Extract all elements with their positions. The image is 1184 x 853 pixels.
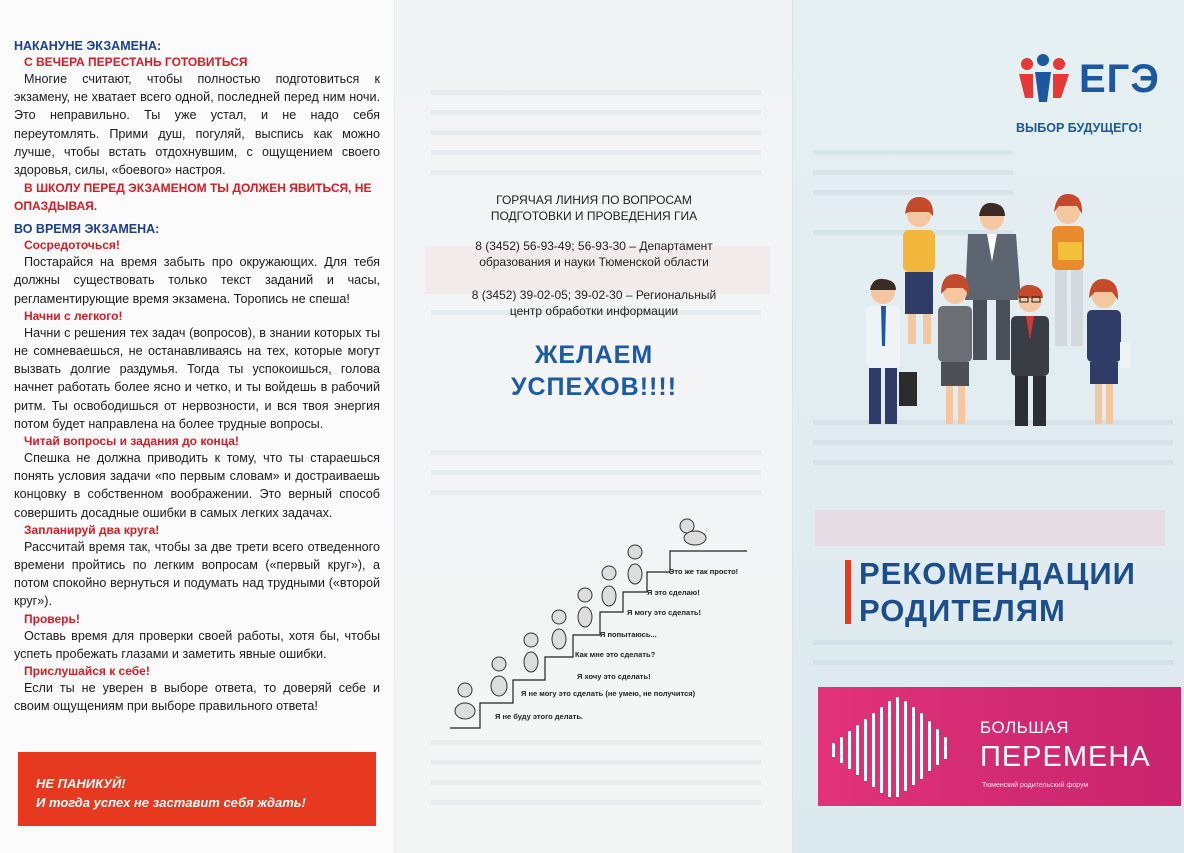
bolshaya-peremena-banner xyxy=(818,687,1181,806)
warning-come-on-time: В ШКОЛУ ПЕРЕД ЭКЗАМЕНОМ ТЫ ДОЛЖЕН ЯВИТЬСЯ, НЕ ОПАЗДЫВАЯ. xyxy=(14,181,372,214)
hotline-phone-2b: центр обработки информации xyxy=(509,304,679,318)
exam-tips xyxy=(14,38,380,715)
paragraph-rest: Многие считают, чтобы полностью подготовиться к экзамену, не хватает всего одной, последней перед ним ночи. Это неправильно. Ты уже устал, и не надо себя переутомлять. Прими душ, погуляй, выспись как можно лучше, чтобы встать отдохнувшим, с ощущением своего здоровья, силы, «боевого» настроя. xyxy=(14,72,380,178)
hotline-title-1: ГОРЯЧАЯ ЛИНИЯ ПО ВОПРОСАМ xyxy=(496,193,692,207)
step-2-text: Я не могу это сделать (не умею, не получится) xyxy=(521,689,696,698)
step-4-text: Я хочу это сделать! xyxy=(577,672,651,681)
step-6-text: Я могу это сделать! xyxy=(627,608,701,617)
woman-orange-figure xyxy=(1052,194,1084,346)
woman-navy-figure xyxy=(1087,279,1130,424)
paragraph-start-easy: Начни с решения тех задач (вопросов), в знании которых ты не сомневаешься, не останавливаясь на тех, которые могут вызвать долгие раздумья. Тогда ты успокоишься, голова начнет работать более ясно и четко, и ты войдешь в рабочий ритм. Ты освободишься от нервозности, и вся твоя энергия потом будет направлена на более трудные вопросы. xyxy=(14,325,380,431)
dont-panic-line1: НЕ ПАНИКУЙ! xyxy=(36,776,126,791)
title-accent-bar xyxy=(845,560,851,624)
right-panel xyxy=(793,0,1184,853)
hotline-phone-1b: образования и науки Тюменской области xyxy=(479,255,709,269)
subheading-read-to-end: Читай вопросы и задания до конца! xyxy=(24,434,239,449)
step-1-text: Я не буду этого делать. xyxy=(495,712,584,721)
heading-during-exam: ВО ВРЕМЯ ЭКЗАМЕНА: xyxy=(14,222,160,237)
wish-line-1: ЖЕЛАЕМ xyxy=(534,341,654,369)
dont-panic-banner xyxy=(18,752,376,826)
banner-tagline: Тюменский родительский форум xyxy=(982,782,1089,789)
title-line-1: РЕКОМЕНДАЦИИ xyxy=(859,556,1136,591)
step-7-text: Я это сделаю! xyxy=(647,588,700,597)
step-5-text: Я попытаюсь... xyxy=(600,630,657,639)
ege-slogan: ВЫБОР БУДУЩЕГО! xyxy=(1016,121,1143,135)
hotline-phone-1a: 8 (3452) 56-93-49; 56-93-30 – Департамент xyxy=(475,239,713,253)
banner-word-small: БОЛЬШАЯ xyxy=(980,718,1070,737)
step-3-text: Как мне это сделать? xyxy=(575,650,656,659)
staircase-illustration xyxy=(395,0,793,853)
step-8-text: Это же так просто! xyxy=(669,567,739,576)
subheading-stop-preparing: С ВЕЧЕРА ПЕРЕСТАНЬ ГОТОВИТЬСЯ xyxy=(24,55,248,69)
hotline-phone-2a: 8 (3452) 39-02-05; 39-02-30 – Региональный xyxy=(471,288,717,302)
paragraph-two-rounds: Рассчитай время так, чтобы за две трети всего отведенного времени пройтись по легким вопросам («первый круг»), а потом спокойно вернуться и подумать над трудными («второй круг»). xyxy=(14,539,380,609)
sound-wave-logo-icon xyxy=(818,687,968,806)
left-panel xyxy=(0,0,395,853)
subheading-two-rounds: Запланируй два круга! xyxy=(24,522,160,537)
man-glasses-figure xyxy=(1011,285,1049,426)
subheading-concentrate: Сосредоточься! xyxy=(24,238,120,253)
hotline-title-2: ПОДГОТОВКИ И ПРОВЕДЕНИЯ ГИА xyxy=(490,209,698,223)
wish-line-2: УСПЕХОВ!!!! xyxy=(510,373,678,401)
heading-before-exam: НАКАНУНЕ ЭКЗАМЕНА: xyxy=(14,39,162,53)
title-line-2: РОДИТЕЛЯМ xyxy=(859,593,1066,628)
paragraph-read-to-end: Спешка не должна приводить к тому, что ты стараешься понять условия задачи «по первым словам» и достраиваешь концовку в собственном воображении. Это верный способ совершить досадные ошибки в самых легких задачах. xyxy=(14,451,380,520)
middle-panel xyxy=(395,0,793,853)
subheading-start-easy: Начни с легкого! xyxy=(24,308,123,323)
paragraph-check: Оставь время для проверки своей работы, хотя бы, чтобы успеть пробежать глазами и заметить явные ошибки. xyxy=(14,628,380,661)
parents-recommendations-title xyxy=(859,555,1136,629)
paragraph-concentrate: Постарайся на время забыть про окружающих. Для тебя должны существовать только текст заданий и часы, регламентирующие время экзамена. Торопись не спеша! xyxy=(14,255,380,306)
paragraph-listen-yourself: Если ты не уверен в выборе ответа, то доверяй себе и своим ощущениям при выборе правильного ответа! xyxy=(14,681,380,714)
dont-panic-line2: И тогда успех не заставит себя ждать! xyxy=(36,795,306,810)
subheading-listen-yourself: Прислушайся к себе! xyxy=(24,664,150,679)
banner-word-big: ПЕРЕМЕНА xyxy=(980,741,1151,773)
woman-yellow-figure xyxy=(903,197,935,344)
ege-logo-text: ЕГЭ xyxy=(1079,57,1160,101)
subheading-check: Проверь! xyxy=(24,611,80,626)
